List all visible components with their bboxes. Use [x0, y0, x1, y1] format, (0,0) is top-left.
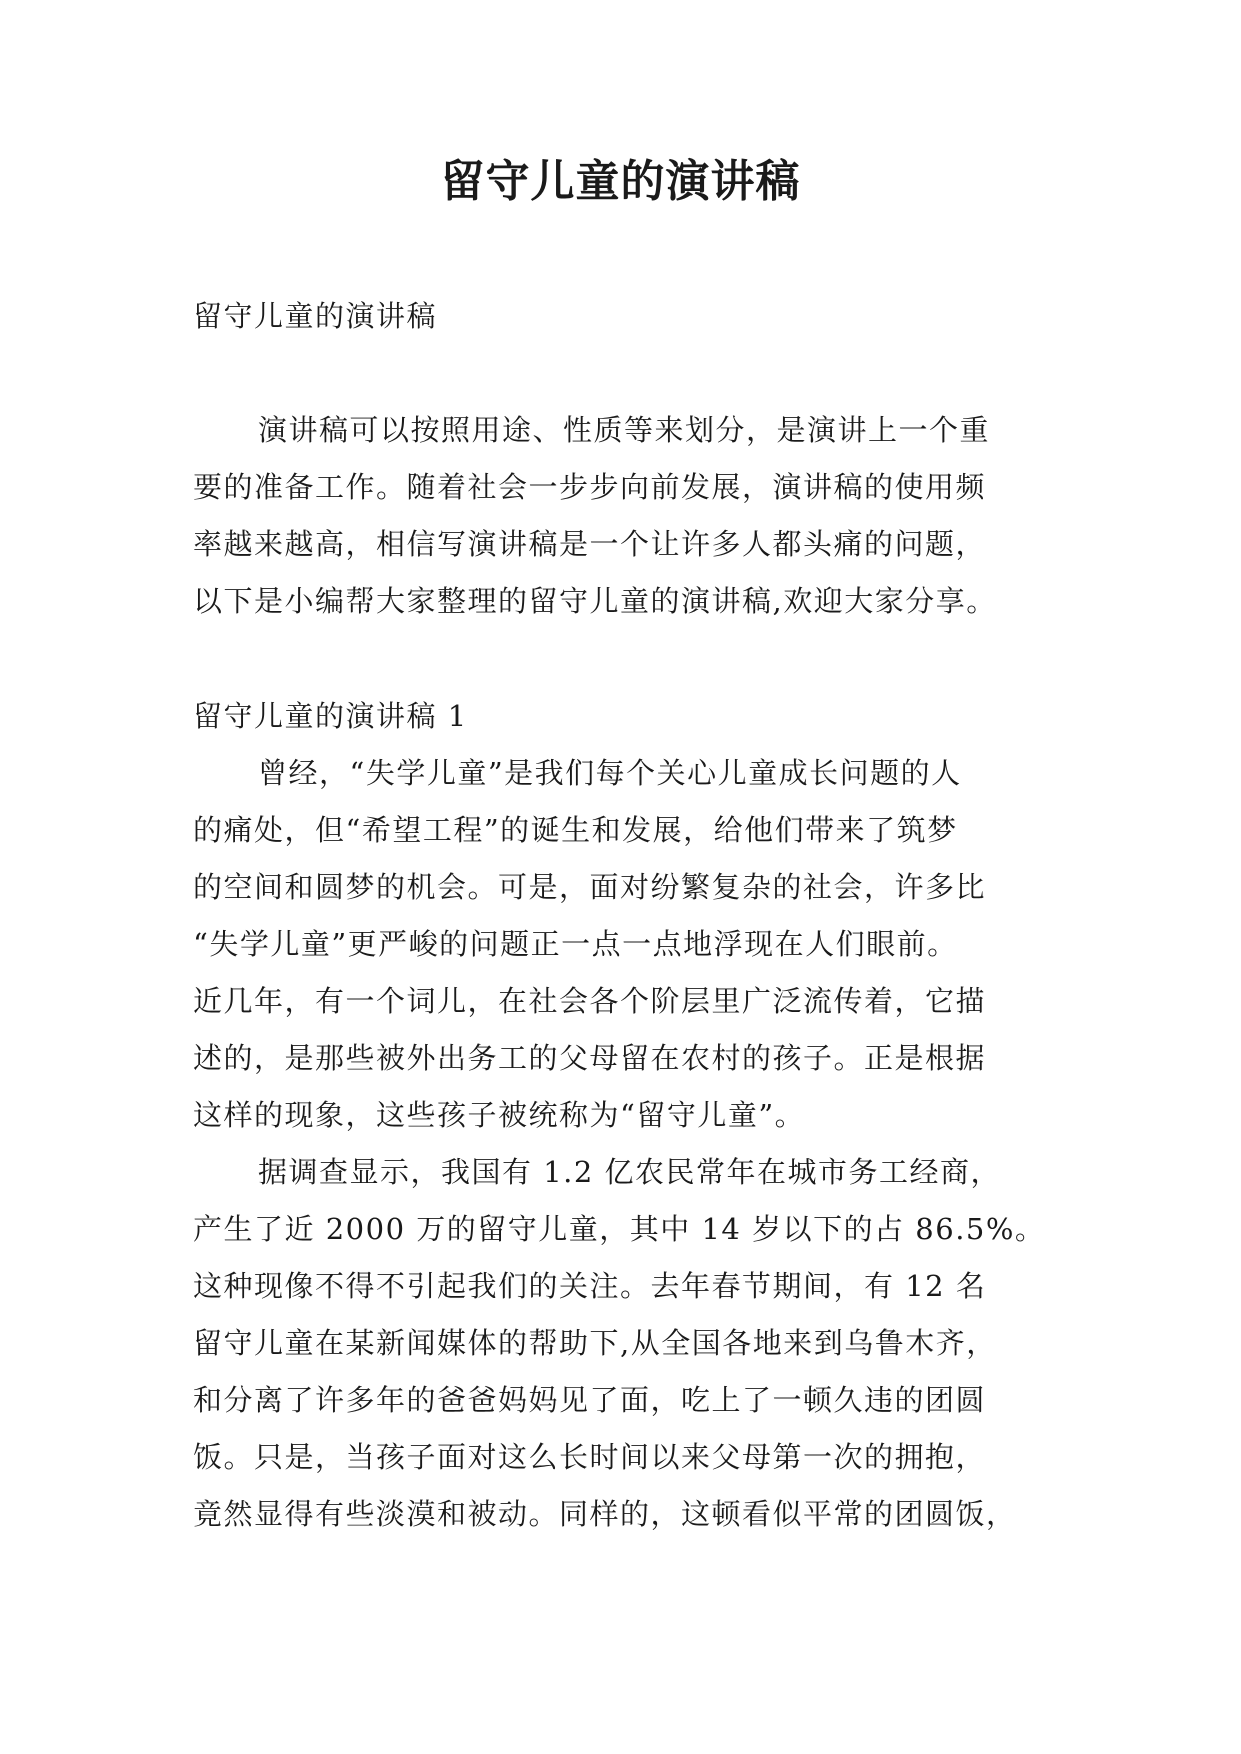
- paragraph1-line-5: 近几年，有一个词儿，在社会各个阶层里广泛流传着，它描: [193, 984, 987, 1018]
- intro-line-2: 要的准备工作。随着社会一步步向前发展，演讲稿的使用频: [193, 470, 987, 504]
- paragraph2-line-4: 留守儿童在某新闻媒体的帮助下,从全国各地来到乌鲁木齐，: [193, 1326, 997, 1360]
- paragraph1-line-2: 的痛处，但“希望工程”的诞生和发展，给他们带来了筑梦: [193, 813, 958, 847]
- paragraph1-line-4: “失学儿童”更严峻的问题正一点一点地浮现在人们眼前。: [193, 927, 958, 961]
- paragraph1-line-7: 这样的现象，这些孩子被统称为“留守儿童”。: [193, 1098, 806, 1132]
- paragraph2-line-7: 竟然显得有些淡漠和被动。同样的，这顿看似平常的团圆饭，: [193, 1497, 1017, 1531]
- subtitle: 留守儿童的演讲稿: [193, 299, 438, 333]
- paragraph2-line-2: 产生了近 2000 万的留守儿童，其中 14 岁以下的占 86.5%。: [193, 1212, 1046, 1246]
- paragraph1-line-1: 曾经，“失学儿童”是我们每个关心儿童成长问题的人: [258, 756, 962, 790]
- document-title: 留守儿童的演讲稿: [440, 156, 801, 207]
- section-heading: 留守儿童的演讲稿 1: [193, 699, 468, 733]
- paragraph1-line-3: 的空间和圆梦的机会。可是，面对纷繁复杂的社会，许多比: [193, 870, 987, 904]
- intro-line-1: 演讲稿可以按照用途、性质等来划分，是演讲上一个重: [258, 413, 991, 447]
- paragraph2-line-5: 和分离了许多年的爸爸妈妈见了面，吃上了一顿久违的团圆: [193, 1383, 987, 1417]
- intro-line-4: 以下是小编帮大家整理的留守儿童的演讲稿,欢迎大家分享。: [193, 584, 997, 618]
- paragraph2-line-3: 这种现像不得不引起我们的关注。去年春节期间，有 12 名: [193, 1269, 987, 1303]
- paragraph1-line-6: 述的，是那些被外出务工的父母留在农村的孩子。正是根据: [193, 1041, 987, 1075]
- intro-line-3: 率越来越高，相信写演讲稿是一个让许多人都头痛的问题，: [193, 527, 987, 561]
- paragraph2-line-1: 据调查显示，我国有 1.2 亿农民常年在城市务工经商，: [258, 1155, 1002, 1189]
- paragraph2-line-6: 饭。只是，当孩子面对这么长时间以来父母第一次的拥抱，: [193, 1440, 987, 1474]
